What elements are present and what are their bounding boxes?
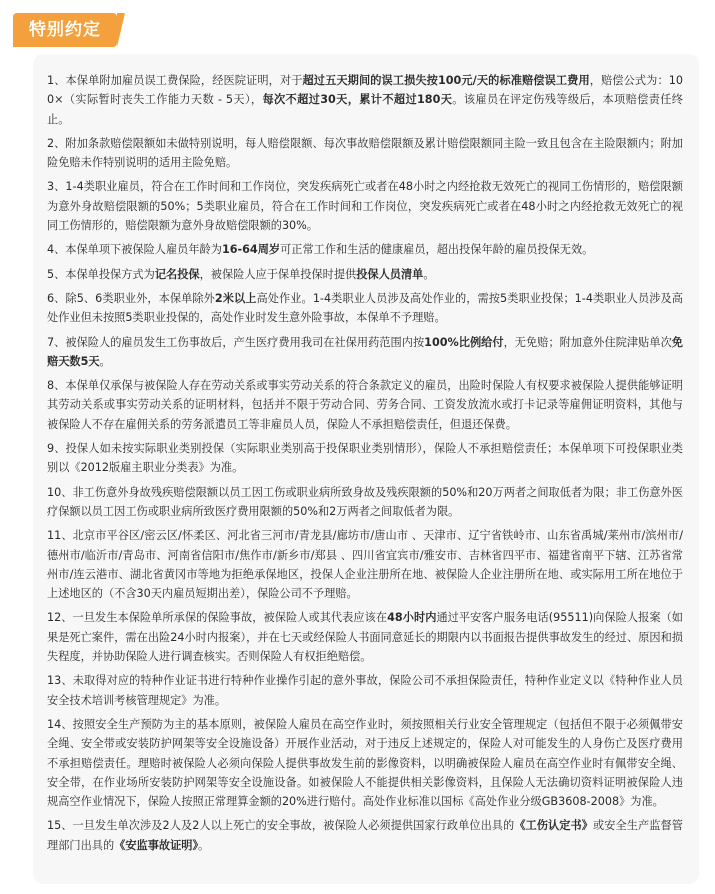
clause-emphasis: 48小时内	[387, 611, 437, 625]
clause-8	[47, 376, 683, 434]
clause-4	[47, 240, 683, 259]
clause-emphasis: 100%比例给付	[424, 335, 504, 349]
clause-text: 。该雇员在评定伤残等级后，本项赔偿责任终止。	[47, 93, 683, 126]
clause-13	[47, 671, 683, 710]
clause-6	[47, 289, 683, 328]
clause-text: 2、附加条款赔偿限额如未做特别说明，每人赔偿限额、每次事故赔偿限额及累计赔偿限额同主险一致且包含在主险限额内；附加险免赔未作特别说明的适用主险免赔。	[47, 136, 683, 170]
clause-emphasis: 投保人员清单	[356, 267, 424, 281]
clause-1	[47, 71, 683, 129]
clause-text: 通过平安客户服务电话(95511)向保险人报案（如果是死亡案件，需在出险24小时内报案），并在七天或经保险人书面同意延长的期限内以书面报告提供事故发生的经过、原因和损失程度，并协助保险人进行调查核实。否则保险人有权拒绝赔偿。	[47, 611, 683, 664]
clause-7	[47, 333, 683, 372]
clause-text: 或安全生产监督管理部门出具的	[47, 819, 683, 852]
clause-text: 15、一旦发生单次涉及2人及2人以上死亡的安全事故，被保险人必须提供国家行政单位出具的	[47, 819, 515, 833]
clause-text: 8、本保单仅承保与被保险人存在劳动关系或事实劳动关系的符合条款定义的雇员，出险时保险人有权要求被保险人提供能够证明其劳动关系或事实劳动关系的证明材料，包括并不限于劳动合同、劳务合同、工资发放流水或打卡记录等雇佣证明资料，其他与被保险人不存在雇佣关系的劳务派遣员工等非雇员人员，保险人不承担赔偿责任，但退还保费。	[47, 379, 683, 431]
clause-emphasis: 每次不超过30天，累计不超过180天	[262, 93, 453, 107]
clause-5	[47, 265, 683, 284]
clause-text: 3、1-4类职业雇员，符合在工作时间和工作岗位，突发疾病死亡或者在48小时之内经抢救无效死亡的视同工伤情形的，赔偿限额为意外身故赔偿限额的50%；5类职业雇员，符合在工作时间和工作岗位，突发疾病死亡或者在48小时之内经抢救无效死亡的视同工伤情形的，赔偿限额为意外身故赔偿限额的30%。	[47, 180, 683, 233]
clause-14	[47, 715, 683, 811]
clause-10	[47, 483, 683, 522]
clause-3	[47, 177, 683, 235]
clause-text: ，赔偿公式为：100×（实际暂时丧失工作能力天数 - 5天），	[47, 74, 683, 107]
clause-emphasis: 16-64周岁	[221, 243, 281, 257]
clause-text: 14、按照安全生产预防为主的基本原则，被保险人雇员在高空作业时，须按照相关行业安全管理规定（包括但不限于必须佩带安全绳、安全带或安装防护网架等安全设施设备）开展作业活动，对于违反上述规定的，保险人对可能发生的人身伤亡及医疗费用不承担赔偿责任。理赔时被保险人必须向保险人提供事故发生前的影像资料，以明确被保险人雇员在高空作业时有佩带安全绳、安全带，在作业场所安装防护网架等安全设施设备。如被保险人不能提供相关影像资料，且保险人无法确切资料证明被保险人违规高空作业情况下，保险人按照正常理算金额的20%进行赔付。高处作业标准以国标《高处作业分级GB3608-2008》为准。	[47, 717, 683, 809]
clause-12	[47, 608, 683, 666]
clause-emphasis: 超过五天期间的误工损失按100元/天的标准赔偿误工费用	[302, 74, 590, 87]
clause-emphasis: 《安监事故证明》	[114, 838, 199, 852]
clause-9	[47, 439, 683, 478]
clause-text: 4、本保单项下被保险人雇员年龄为	[47, 243, 222, 257]
clause-text: 10、非工伤意外身故残疾赔偿限额以员工因工伤或职业病所致身故及残疾限额的50%和20万两者之间取低者为限；非工伤意外医疗保额以员工因工伤或职业病所致医疗费用限额的50%和2万两者之间取低者为限。	[47, 485, 683, 518]
clause-text: 。	[99, 354, 111, 368]
clause-text: 13、未取得对应的特种作业证书进行特种作业操作引起的意外事故，保险公司不承担保险责任，特种作业定义以《特种作业人员安全技术培训考核管理规定》为准。	[47, 674, 683, 707]
clause-2	[47, 134, 683, 173]
clause-text: 5、本保单投保方式为	[47, 267, 155, 281]
clause-text: 。	[198, 838, 210, 852]
special-terms-panel	[33, 54, 699, 884]
clause-text: 可正常工作和生活的健康雇员，超出投保年龄的雇员投保无效。	[280, 243, 594, 257]
clause-emphasis: 2米以上	[214, 291, 257, 305]
section-title-tab	[13, 13, 117, 47]
clause-emphasis: 《工伤认定书》	[514, 819, 594, 833]
clause-emphasis: 记名投保	[154, 267, 200, 281]
clause-text: 高处作业。1-4类职业人员涉及高处作业的，需按5类职业投保；1-4类职业人员涉及高处作业但未按照5类职业投保的，高处作业时发生意外险事故，本保单不予理赔。	[47, 291, 683, 325]
clause-emphasis: 免赔天数5天	[47, 335, 683, 368]
clause-15	[47, 816, 683, 855]
clause-text: 7、被保险人的雇员发生工伤事故后，产生医疗费用我司在社保用药范围内按	[47, 335, 425, 349]
clause-text: 12、一旦发生本保险单所承保的保险事故，被保险人或其代表应该在	[47, 611, 388, 625]
clause-11	[47, 526, 683, 603]
clause-text: 6、除5、6类职业外，本保单除外	[47, 291, 215, 305]
section-title: 特别约定	[29, 20, 101, 40]
clause-text: 9、投保人如未按实际职业类别投保（实际职业类别高于投保职业类别情形），保险人不承担赔偿责任；本保单项下可投保职业类别以《2012版雇主职业分类表》为准。	[47, 442, 683, 475]
clause-text: 1、本保单附加雇员误工费保险，经医院证明，对于	[47, 74, 303, 87]
clause-text: 11、北京市平谷区/密云区/怀柔区、河北省三河市/青龙县/廊坊市/唐山市 、天津市、辽宁省铁岭市、山东省禹城/莱州市/滨州市/德州市/临沂市/青岛市、河南省信阳市/焦作市/新乡市/郑县 、四川省宜宾市/雅安市、吉林省四平市、福建省南平下辖、江苏省常州市/连云港市、湖北省黄冈市等地为拒绝承保地区，投保人企业注册所在地、被保险人企业注册所在地、或实际用工所在地位于上述地区的（不含30天内雇员短期出差），保险公司不予理赔。	[47, 529, 683, 601]
clause-text: ，被保险人应于保单投保时提供	[199, 267, 357, 281]
clause-text: 。	[423, 267, 435, 281]
clause-text: ，无免赔；附加意外住院津贴单次	[503, 335, 672, 349]
